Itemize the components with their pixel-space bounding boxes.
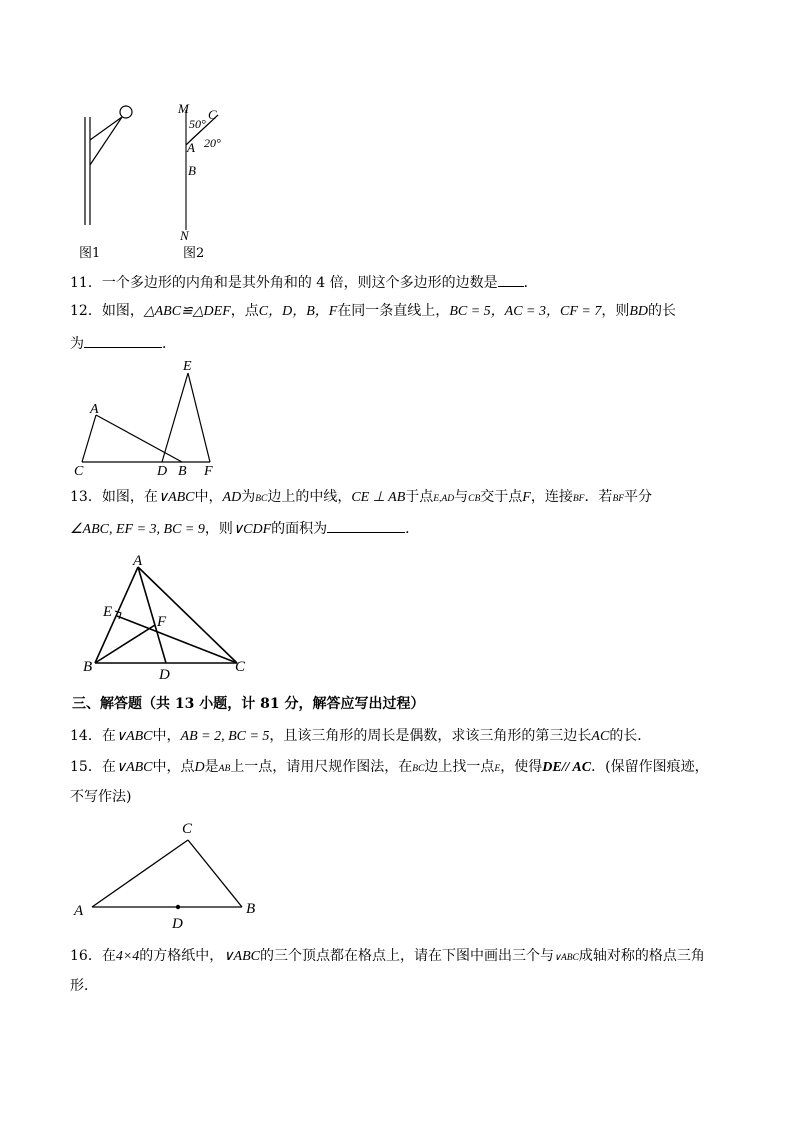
q15-label-b: B [246, 901, 256, 917]
question-12: 12．如图，△ABC≌△DEF，点C，D，B，F在同一条直线上，BC = 5，AC = 3，CF = 7，则BD的长 [70, 303, 676, 319]
fig2-caption: 图2 [183, 246, 205, 261]
q13-label-c: C [235, 659, 246, 675]
q12-label-d: D [157, 464, 168, 479]
q15-label-d: D [172, 916, 183, 932]
q12-congruence: △ABC≌△DEF [143, 304, 231, 319]
fig2-angle-20: 20° [204, 136, 221, 150]
q14-number: 14． [70, 728, 102, 744]
q13-number: 13． [70, 489, 102, 505]
q12-label-c: C [74, 464, 84, 479]
q16-number: 16． [70, 948, 102, 964]
question-16-line2: 形． [70, 978, 98, 994]
q12-label-a: A [90, 402, 99, 417]
question-12-line2: 为 ． [70, 333, 176, 353]
fig1-drawing [85, 106, 132, 225]
fig2-label-c: C [208, 107, 217, 122]
question-13-line2: ∠ABC, EF = 3, BC = 9，则∨CDF的面积为 ． [70, 518, 419, 539]
section-3-title: 三、解答题（共 13 小题，计 81 分，解答应写出过程） [72, 696, 425, 712]
question-14: 14．在∨ABC中，AB = 2, BC = 5，且该三角形的周长是偶数，求该三角形的第三边长AC的长． [70, 728, 652, 744]
q11-number: 11． [70, 275, 102, 291]
fig2-label-a: A [187, 140, 195, 155]
figure-q13 [75, 553, 260, 683]
question-15: 15．在∨ABC中，点D是AB上一点，请用尺规作图法，在BC边上找一点E，使得DE// AC．(保留作图痕迹， [70, 759, 709, 775]
q12-label-e: E [183, 359, 192, 374]
q15-label-a: A [74, 903, 84, 919]
figure-q10 [70, 95, 250, 265]
q15-number: 15． [70, 759, 102, 775]
q12-answer-blank[interactable] [84, 333, 162, 348]
fig2-angle-50: 50° [189, 117, 206, 131]
fig2-label-b: B [188, 163, 196, 178]
q13-label-f: F [157, 614, 167, 630]
q12-label-f: F [204, 464, 213, 479]
question-11: 11．一个多边形的内角和是其外角和的 4 倍，则这个多边形的边数是 ． [70, 272, 538, 292]
q13-label-a: A [133, 553, 143, 569]
q13-label-b: B [83, 659, 93, 675]
q12-given: BC = 5，AC = 3，CF = 7 [449, 304, 602, 319]
q15-label-c: C [182, 821, 193, 837]
q13-label-e: E [103, 604, 113, 620]
figure-q15 [70, 815, 270, 935]
fig2-label-m: M [178, 101, 189, 116]
question-15-line2: 不写作法) [70, 789, 132, 805]
q13-answer-blank[interactable] [327, 518, 405, 533]
q13-label-d: D [159, 667, 170, 683]
fig1-caption: 图1 [79, 246, 101, 261]
q12-number: 12． [70, 303, 102, 319]
q11-answer-blank[interactable] [498, 272, 524, 287]
q11-text: 一个多边形的内角和是其外角和的 4 倍，则这个多边形的边数是 [101, 275, 498, 291]
figure-q12 [70, 355, 230, 480]
fig2-label-n: N [180, 228, 189, 243]
question-13: 13．如图，在∨ABC中，AD为BC边上的中线，CE ⊥ AB于点E,AD与CB交于点F，连接BF．若BF平分 [70, 489, 653, 505]
question-16: 16．在4×4的方格纸中，∨ABC的三个顶点都在格点上，请在下图中画出三个与∨ABC成轴对称的格点三角 [70, 948, 705, 964]
q12-label-b: B [178, 464, 187, 479]
